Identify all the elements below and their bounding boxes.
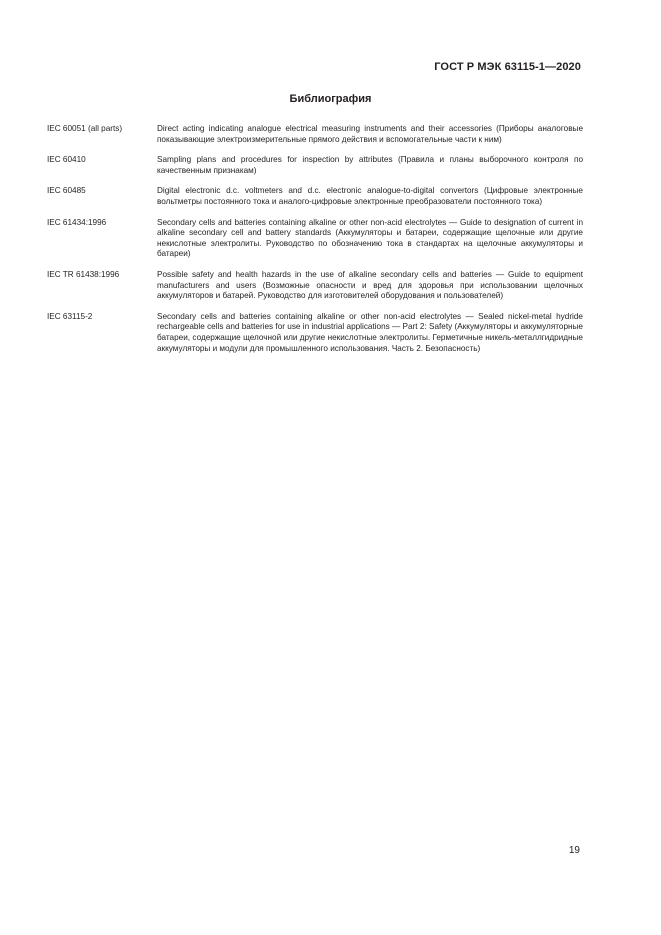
reference-code: IEC 63115-2 xyxy=(47,311,93,321)
reference-code: IEC TR 61438:1996 xyxy=(47,269,120,279)
bibliography-entry xyxy=(47,218,583,260)
bibliography-title: Библиография xyxy=(289,93,372,105)
reference-title: Sampling plans and procedures for inspection by attributes (Правила и планы выборочного контроля по качественным признакам) xyxy=(157,155,583,175)
reference-code: IEC 60051 (all parts) xyxy=(47,124,123,133)
reference-title: Digital electronic d.c. voltmeters and d.c. electronic analogue-to-digital convertors (Цифровые электронные вольтметры постоянного тока и аналого-цифровые электронные преобразователи постоянного тока) xyxy=(157,186,583,206)
bibliography-entry xyxy=(47,155,583,176)
bibliography-entry xyxy=(47,312,583,354)
bibliography-entry xyxy=(47,186,583,207)
bibliography-entry xyxy=(47,124,583,145)
reference-title: Secondary cells and batteries containing alkaline or other non-acid electrolytes — Guide to designation of current in alkaline secondary cell and battery standards (Аккумуляторы и батареи, содержащие щелочные или другие некислотные электролиты. Руководство по обозначению тока в стандартах на щелочные аккумуляторы и батареи) xyxy=(157,217,583,259)
reference-code: IEC 60410 xyxy=(47,155,86,165)
reference-title: Possible safety and health hazards in the use of alkaline secondary cells and batteries — Guide to equipment manufacturers and users (Возможные опасности и вред для здоровья при использовании щелочных аккумуляторов и батарей. Руководство для изготовителей оборудования и пользователей) xyxy=(157,269,583,301)
bibliography-entry xyxy=(47,270,583,302)
document-header: ГОСТ Р МЭК 63115-1—2020 xyxy=(434,61,581,73)
reference-code: IEC 60485 xyxy=(47,186,86,196)
reference-title: Secondary cells and batteries containing alkaline or other non-acid electrolytes — Sealed nickel-metal hydride rechargeable cells and batteries for use in industrial applications — Part 2: Safety (Аккумуляторы и аккумуляторные батареи, содержащие щелочной или другие некислотные электролиты. Герметичные никель-металлгидридные аккумуляторы и модули для промышленного использования. Часть 2. Безопасность) xyxy=(157,311,583,353)
reference-title: Direct acting indicating analogue electrical measuring instruments and their accessories (Приборы аналоговые показывающие электроизмерительные прямого действия и вспомогательные части к ним) xyxy=(157,124,583,144)
reference-code: IEC 61434:1996 xyxy=(47,217,107,227)
bibliography-list xyxy=(47,124,583,364)
page-number: 19 xyxy=(568,845,580,856)
